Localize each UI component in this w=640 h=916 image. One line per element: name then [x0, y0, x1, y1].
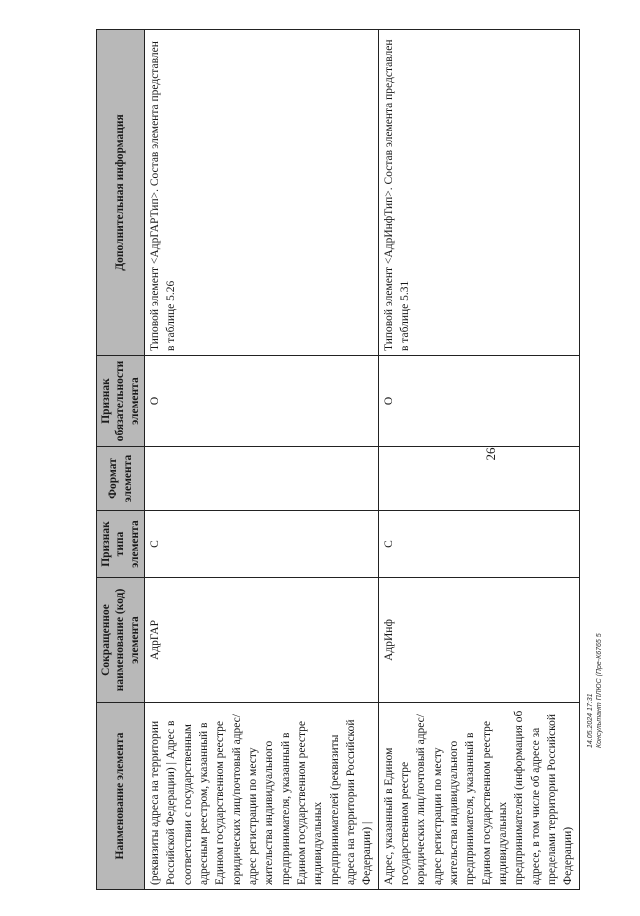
cell-info: Типовой элемент <АдрИнфТип>. Состав элемента представлен в таблице 5.31	[378, 30, 579, 356]
header-type: Признак типа элемента	[97, 511, 145, 578]
table-row	[378, 30, 579, 890]
cell-format	[378, 447, 579, 511]
header-required: Признак обязательности элемента	[97, 356, 145, 447]
page-number: 26	[483, 447, 498, 461]
cell-type: С	[145, 511, 379, 578]
header-format: Формат элемента	[97, 447, 145, 511]
cell-code: АдрИнф	[378, 578, 579, 703]
cell-name: (реквизиты адреса на территории Российской Федерации) | Адрес в соответствии с государственным адресным реестром, указанный в Едином государственном реестре юридических лиц/почтовый адрес/адрес регистрации по месту жительства индивидуального предпринимателя, указанный в Едином государственном реестре индивидуальных предпринимателей (реквизиты адреса на территории Российской Федерации) |	[145, 703, 379, 890]
header-name: Наименование элемента	[97, 703, 145, 890]
footer-stamp	[586, 580, 604, 748]
cell-name: Адрес, указанный в Едином государственном реестре юридических лиц/почтовый адрес/адрес регистрации по месту жительства индивидуального предпринимателя, указанный в Едином государственном реестре индивидуальных предпринимателей (информация об адресе, в том числе об адресе за пределами территории Российской Федерации)	[378, 703, 579, 890]
elements-table	[96, 29, 580, 890]
header-info: Дополнительная информация	[97, 30, 145, 356]
header-code: Сокращенное наименование (код) элемента	[97, 578, 145, 703]
footer-date: 14.05.2024 17:31	[587, 693, 594, 748]
table-header-row	[97, 30, 145, 890]
table-row	[145, 30, 379, 890]
cell-type: С	[378, 511, 579, 578]
cell-code: АдрГАР	[145, 578, 379, 703]
cell-required: О	[145, 356, 379, 447]
cell-required: О	[378, 356, 579, 447]
footer-source: Консультант ПЛЮС (Пре-К6765 5	[596, 633, 604, 748]
document-table-container	[96, 30, 575, 890]
cell-info: Типовой элемент <АдрГАРТип>. Состав элемента представлен в таблице 5.26	[145, 30, 379, 356]
cell-format	[145, 447, 379, 511]
